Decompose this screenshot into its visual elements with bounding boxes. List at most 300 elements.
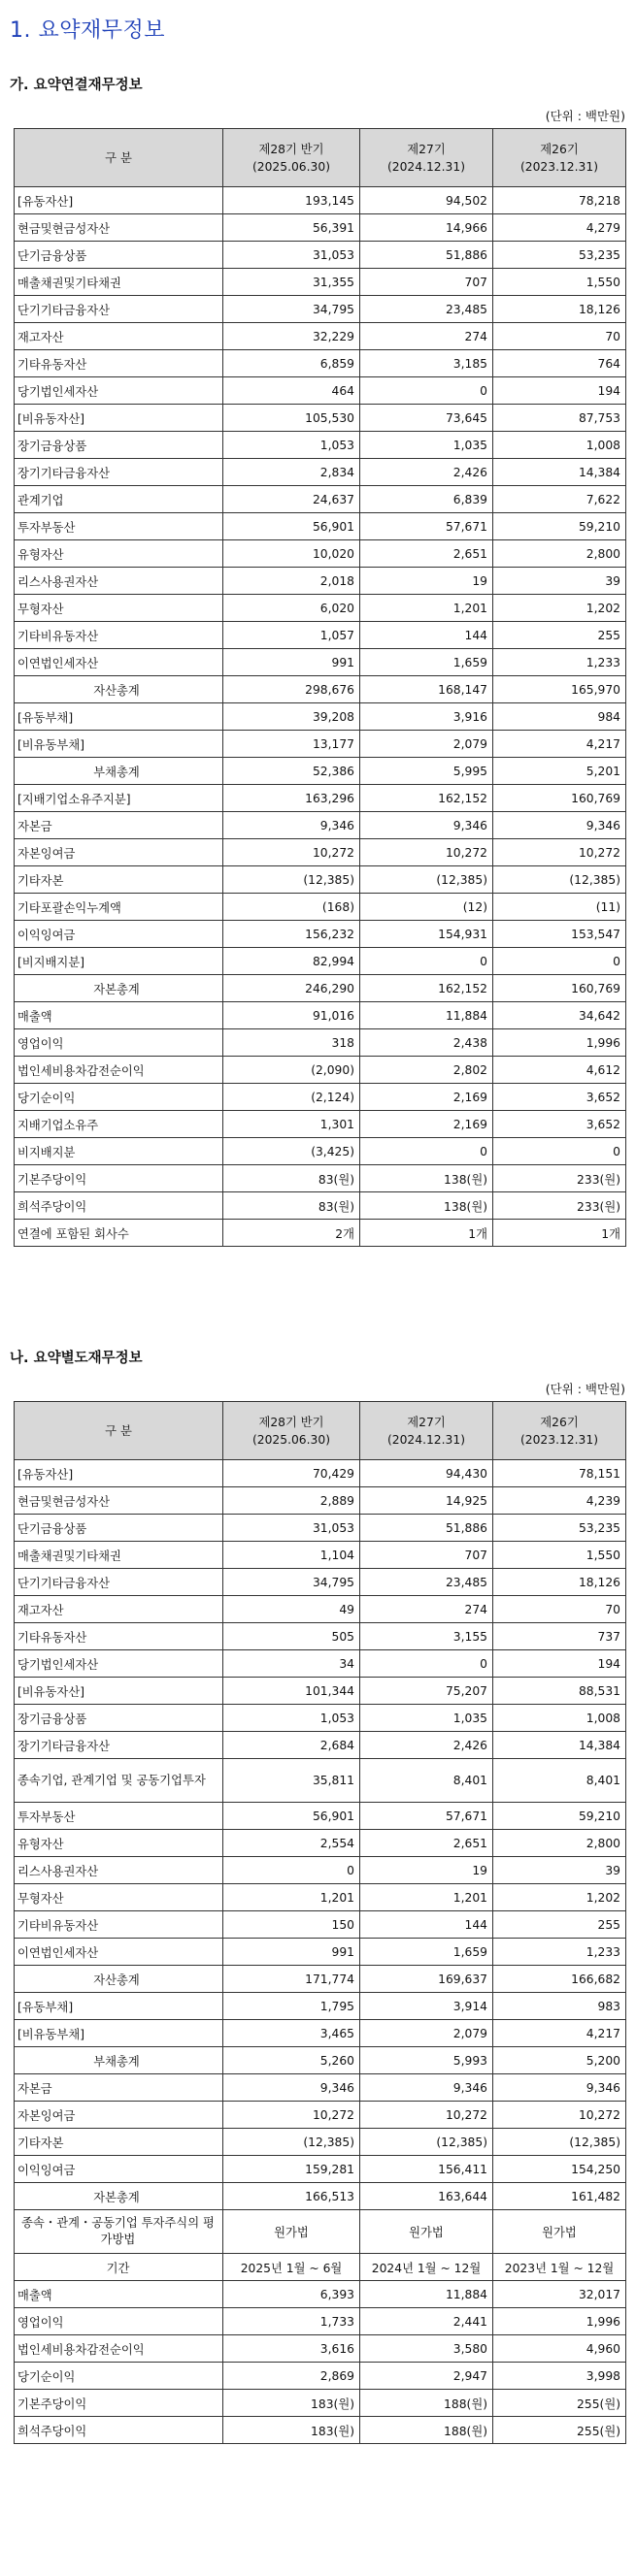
value-period-28: 2,869	[223, 2363, 360, 2390]
value-period-26: 18,126	[493, 1569, 626, 1596]
row-label: [비유동부채]	[15, 2020, 223, 2047]
row-label: [유동부채]	[15, 1993, 223, 2020]
row-label: 자본총계	[15, 975, 223, 1002]
header-period-28	[223, 1402, 360, 1460]
value-period-28: 991	[223, 1939, 360, 1966]
value-period-28: 3,465	[223, 2020, 360, 2047]
value-period-27: 73,645	[360, 405, 493, 432]
value-period-26: 0	[493, 948, 626, 975]
header-period-28-date: (2025.06.30)	[251, 159, 330, 174]
value-period-27: 1,201	[360, 1884, 493, 1911]
value-period-28: (2,124)	[223, 1084, 360, 1111]
value-period-27: 274	[360, 323, 493, 350]
value-period-27: 9,346	[360, 812, 493, 839]
header-period-26	[493, 1402, 626, 1460]
value-period-27: 1,201	[360, 595, 493, 622]
row-label: 관계기업	[15, 486, 223, 513]
value-period-28: 1,301	[223, 1111, 360, 1138]
value-period-27: 14,925	[360, 1487, 493, 1515]
table-row	[15, 839, 626, 866]
value-period-27: 154,931	[360, 921, 493, 948]
table-row	[15, 2074, 626, 2102]
value-period-28: 6,393	[223, 2281, 360, 2308]
value-period-27: 144	[360, 1911, 493, 1939]
header-period-26-date: (2023.12.31)	[519, 159, 598, 174]
value-period-27: 57,671	[360, 513, 493, 540]
row-label: 자산총계	[15, 676, 223, 703]
table-row	[15, 731, 626, 758]
row-label: 이연법인세자산	[15, 649, 223, 676]
value-period-28: 1,201	[223, 1884, 360, 1911]
row-label: 비지배지분	[15, 1138, 223, 1165]
value-period-26: 1,233	[493, 649, 626, 676]
table-row	[15, 323, 626, 350]
value-period-27: 19	[360, 568, 493, 595]
table-row	[15, 1542, 626, 1569]
row-label: 이연법인세자산	[15, 1939, 223, 1966]
value-period-26: 9,346	[493, 812, 626, 839]
header-period-27-date: (2024.12.31)	[386, 159, 465, 174]
table-row	[15, 296, 626, 323]
value-period-27: 156,411	[360, 2156, 493, 2183]
value-period-27: 1개	[360, 1220, 493, 1247]
value-period-27: 3,916	[360, 703, 493, 731]
value-period-26: 161,482	[493, 2183, 626, 2210]
value-period-28: 2,554	[223, 1830, 360, 1857]
header-period-28-date: (2025.06.30)	[251, 1432, 330, 1447]
value-period-26: 7,622	[493, 486, 626, 513]
value-period-27: 2,079	[360, 2020, 493, 2047]
value-period-26: 70	[493, 323, 626, 350]
row-label: 장기기타금융자산	[15, 1732, 223, 1759]
header-period-28	[223, 129, 360, 187]
value-period-27: 2,426	[360, 1732, 493, 1759]
value-period-28: 31,053	[223, 242, 360, 269]
value-period-28: 9,346	[223, 2074, 360, 2102]
value-period-28: 246,290	[223, 975, 360, 1002]
value-period-26: 1,550	[493, 1542, 626, 1569]
value-period-26: 4,279	[493, 214, 626, 242]
value-period-28: 5,260	[223, 2047, 360, 2074]
value-period-27: 169,637	[360, 1966, 493, 1993]
consolidated-table-header	[15, 129, 626, 187]
value-period-27: 8,401	[360, 1759, 493, 1803]
value-period-28: 34,795	[223, 296, 360, 323]
value-period-26: 59,210	[493, 513, 626, 540]
table-row	[15, 214, 626, 242]
value-period-26: 983	[493, 1993, 626, 2020]
row-label: [유동자산]	[15, 1460, 223, 1487]
table-row	[15, 377, 626, 405]
value-period-28: 35,811	[223, 1759, 360, 1803]
table-row	[15, 1623, 626, 1650]
value-period-27: 2,947	[360, 2363, 493, 2390]
value-period-28: 105,530	[223, 405, 360, 432]
row-label: 기간	[15, 2254, 223, 2281]
value-period-28: 39,208	[223, 703, 360, 731]
value-period-28: 183(원)	[223, 2390, 360, 2417]
value-period-26: 1,996	[493, 2308, 626, 2335]
value-period-27: (12,385)	[360, 2129, 493, 2156]
table-row	[15, 1939, 626, 1966]
table-row	[15, 2102, 626, 2129]
table-row	[15, 2335, 626, 2363]
table-row	[15, 405, 626, 432]
table-row	[15, 1084, 626, 1111]
row-label: 단기기타금융자산	[15, 296, 223, 323]
table-row	[15, 1596, 626, 1623]
separate-unit: (단위 : 백만원)	[545, 1382, 625, 1396]
value-period-26: (11)	[493, 894, 626, 921]
value-period-26: 255(원)	[493, 2390, 626, 2417]
row-label: 기타포괄손익누계액	[15, 894, 223, 921]
table-row	[15, 2129, 626, 2156]
table-row	[15, 1220, 626, 1247]
table-row	[15, 1029, 626, 1057]
row-label: 매출액	[15, 1002, 223, 1029]
consolidated-table-body	[15, 187, 626, 1247]
table-row	[15, 2390, 626, 2417]
row-label: 법인세비용차감전순이익	[15, 1057, 223, 1084]
value-period-26: 154,250	[493, 2156, 626, 2183]
table-row	[15, 948, 626, 975]
value-period-28: 56,901	[223, 513, 360, 540]
value-period-28: 464	[223, 377, 360, 405]
row-label: 매출채권및기타채권	[15, 269, 223, 296]
value-period-28: 1,057	[223, 622, 360, 649]
value-period-28: 183(원)	[223, 2417, 360, 2444]
table-row	[15, 1857, 626, 1884]
row-label: [유동부채]	[15, 703, 223, 731]
table-row	[15, 350, 626, 377]
value-period-26: 984	[493, 703, 626, 731]
row-label: 기타자본	[15, 2129, 223, 2156]
value-period-27: 3,580	[360, 2335, 493, 2363]
value-period-28: 991	[223, 649, 360, 676]
value-period-27: 5,993	[360, 2047, 493, 2074]
table-row	[15, 1138, 626, 1165]
value-period-27: 2,169	[360, 1084, 493, 1111]
table-row	[15, 703, 626, 731]
value-period-27: 5,995	[360, 758, 493, 785]
row-label: 부채총계	[15, 2047, 223, 2074]
value-period-26: 14,384	[493, 1732, 626, 1759]
value-period-28: 52,386	[223, 758, 360, 785]
value-period-28: 1,053	[223, 1705, 360, 1732]
value-period-27: 75,207	[360, 1678, 493, 1705]
table-row	[15, 1966, 626, 1993]
table-row	[15, 242, 626, 269]
value-period-28: 163,296	[223, 785, 360, 812]
value-period-26: 255(원)	[493, 2417, 626, 2444]
value-period-27: 9,346	[360, 2074, 493, 2102]
value-period-27: 94,502	[360, 187, 493, 214]
value-period-27: 2,802	[360, 1057, 493, 1084]
value-period-27: 2,169	[360, 1111, 493, 1138]
value-period-26: 255	[493, 622, 626, 649]
value-period-26: 153,547	[493, 921, 626, 948]
value-period-28: 83(원)	[223, 1165, 360, 1192]
row-label: 희석주당이익	[15, 2417, 223, 2444]
separate-table	[14, 1401, 626, 2444]
table-row	[15, 2183, 626, 2210]
row-label: 현금및현금성자산	[15, 1487, 223, 1515]
table-row	[15, 1569, 626, 1596]
value-period-28: 10,272	[223, 2102, 360, 2129]
table-row	[15, 649, 626, 676]
row-label: 연결에 포함된 회사수	[15, 1220, 223, 1247]
value-period-27: 2,426	[360, 459, 493, 486]
value-period-27: 2,438	[360, 1029, 493, 1057]
value-period-27: 162,152	[360, 785, 493, 812]
value-period-27: 3,185	[360, 350, 493, 377]
row-label: 리스사용권자산	[15, 568, 223, 595]
value-period-27: 144	[360, 622, 493, 649]
row-label: 자본잉여금	[15, 839, 223, 866]
value-period-27: 51,886	[360, 1515, 493, 1542]
value-period-27: 94,430	[360, 1460, 493, 1487]
value-period-28: 1,795	[223, 1993, 360, 2020]
value-period-26: 255	[493, 1911, 626, 1939]
value-period-27: 6,839	[360, 486, 493, 513]
row-label: 기타비유동자산	[15, 1911, 223, 1939]
value-period-28: 150	[223, 1911, 360, 1939]
table-row	[15, 1678, 626, 1705]
row-label: 자본금	[15, 2074, 223, 2102]
value-period-28: 166,513	[223, 2183, 360, 2210]
value-period-27: 0	[360, 948, 493, 975]
table-row	[15, 187, 626, 214]
value-period-28: 31,053	[223, 1515, 360, 1542]
value-period-28: 298,676	[223, 676, 360, 703]
value-period-28: 31,355	[223, 269, 360, 296]
table-row	[15, 486, 626, 513]
value-period-28: 83(원)	[223, 1192, 360, 1220]
value-period-28: 56,901	[223, 1803, 360, 1830]
table-row	[15, 1650, 626, 1678]
row-label: 이익잉여금	[15, 2156, 223, 2183]
row-label: 종속기업, 관계기업 및 공동기업투자	[15, 1759, 223, 1803]
table-row	[15, 595, 626, 622]
row-label: 기본주당이익	[15, 2390, 223, 2417]
value-period-26: 1,202	[493, 1884, 626, 1911]
value-period-28: 34	[223, 1650, 360, 1678]
value-period-27: 138(원)	[360, 1165, 493, 1192]
row-label: 종속・관계・공동기업 투자주식의 평가방법	[15, 2210, 223, 2254]
row-label: 기타유동자산	[15, 1623, 223, 1650]
value-period-26: 233(원)	[493, 1192, 626, 1220]
table-row	[15, 540, 626, 568]
value-period-27: 11,884	[360, 2281, 493, 2308]
row-label: 자본잉여금	[15, 2102, 223, 2129]
header-period-28-label: 제28기 반기	[258, 142, 324, 156]
value-period-26: (12,385)	[493, 866, 626, 894]
header-period-28-label: 제28기 반기	[258, 1415, 324, 1429]
value-period-26: 59,210	[493, 1803, 626, 1830]
value-period-28: (12,385)	[223, 2129, 360, 2156]
value-period-28: 70,429	[223, 1460, 360, 1487]
value-period-27: 0	[360, 1138, 493, 1165]
row-label: 당기순이익	[15, 2363, 223, 2390]
row-label: 단기금융상품	[15, 1515, 223, 1542]
value-period-26: (12,385)	[493, 2129, 626, 2156]
value-period-26: 2,800	[493, 1830, 626, 1857]
row-label: [유동자산]	[15, 187, 223, 214]
table-row	[15, 1192, 626, 1220]
value-period-26: 9,346	[493, 2074, 626, 2102]
row-label: [비유동자산]	[15, 1678, 223, 1705]
value-period-27: 19	[360, 1857, 493, 1884]
row-label: 장기금융상품	[15, 432, 223, 459]
value-period-26: 160,769	[493, 785, 626, 812]
value-period-28: 318	[223, 1029, 360, 1057]
value-period-27: 51,886	[360, 242, 493, 269]
table-row	[15, 513, 626, 540]
value-period-27: 1,659	[360, 649, 493, 676]
value-period-26: 233(원)	[493, 1165, 626, 1192]
value-period-27: 138(원)	[360, 1192, 493, 1220]
value-period-28: 원가법	[223, 2210, 360, 2254]
value-period-27: 1,035	[360, 432, 493, 459]
value-period-27: 162,152	[360, 975, 493, 1002]
value-period-26: 1,996	[493, 1029, 626, 1057]
row-label: 현금및현금성자산	[15, 214, 223, 242]
value-period-27: 163,644	[360, 2183, 493, 2210]
row-label: 영업이익	[15, 2308, 223, 2335]
value-period-27: (12,385)	[360, 866, 493, 894]
consolidated-table	[14, 128, 626, 1247]
table-row	[15, 785, 626, 812]
value-period-26: 4,612	[493, 1057, 626, 1084]
separate-heading: 나. 요약별도재무정보	[10, 1351, 143, 1366]
table-row	[15, 1111, 626, 1138]
table-row	[15, 758, 626, 785]
value-period-28: 2,889	[223, 1487, 360, 1515]
value-period-28: 2,018	[223, 568, 360, 595]
value-period-26: 1,202	[493, 595, 626, 622]
value-period-27: 0	[360, 377, 493, 405]
value-period-27: 2,441	[360, 2308, 493, 2335]
value-period-26: 1,008	[493, 432, 626, 459]
value-period-28: 82,994	[223, 948, 360, 975]
value-period-26: 4,239	[493, 1487, 626, 1515]
table-row	[15, 1911, 626, 1939]
value-period-28: (3,425)	[223, 1138, 360, 1165]
value-period-28: 24,637	[223, 486, 360, 513]
value-period-27: 0	[360, 1650, 493, 1678]
value-period-27: 14,966	[360, 214, 493, 242]
row-label: 자산총계	[15, 1966, 223, 1993]
row-label: 부채총계	[15, 758, 223, 785]
value-period-27: 10,272	[360, 839, 493, 866]
table-row	[15, 1732, 626, 1759]
table-row	[15, 1705, 626, 1732]
row-label: 자본금	[15, 812, 223, 839]
header-period-26-label: 제26기	[540, 142, 579, 156]
header-period-27	[360, 1402, 493, 1460]
table-row	[15, 459, 626, 486]
value-period-28: 171,774	[223, 1966, 360, 1993]
value-period-27: 2,651	[360, 540, 493, 568]
table-row	[15, 269, 626, 296]
value-period-28: 1,733	[223, 2308, 360, 2335]
header-period-26-label: 제26기	[540, 1415, 579, 1429]
value-period-26: 194	[493, 1650, 626, 1678]
value-period-26: 3,652	[493, 1084, 626, 1111]
row-label: 매출액	[15, 2281, 223, 2308]
value-period-27: 3,155	[360, 1623, 493, 1650]
value-period-26: 764	[493, 350, 626, 377]
value-period-26: 53,235	[493, 242, 626, 269]
value-period-26: 0	[493, 1138, 626, 1165]
value-period-26: 39	[493, 1857, 626, 1884]
value-period-27: 707	[360, 269, 493, 296]
value-period-28: (168)	[223, 894, 360, 921]
table-row	[15, 2417, 626, 2444]
value-period-28: 0	[223, 1857, 360, 1884]
table-row	[15, 432, 626, 459]
table-row	[15, 1993, 626, 2020]
value-period-28: 13,177	[223, 731, 360, 758]
row-label: 무형자산	[15, 595, 223, 622]
row-label: [비지배지분]	[15, 948, 223, 975]
value-period-26: 3,998	[493, 2363, 626, 2390]
value-period-28: (12,385)	[223, 866, 360, 894]
value-period-27: 원가법	[360, 2210, 493, 2254]
value-period-28: 101,344	[223, 1678, 360, 1705]
value-period-27: 2024년 1월 ~ 12월	[360, 2254, 493, 2281]
value-period-26: 87,753	[493, 405, 626, 432]
page-title: 1. 요약재무정보	[10, 18, 165, 43]
value-period-27: 3,914	[360, 1993, 493, 2020]
value-period-26: 4,217	[493, 731, 626, 758]
table-row	[15, 1165, 626, 1192]
value-period-26: 39	[493, 568, 626, 595]
header-category: 구 분	[15, 129, 223, 187]
value-period-26: 34,642	[493, 1002, 626, 1029]
value-period-26: 737	[493, 1623, 626, 1650]
value-period-28: 9,346	[223, 812, 360, 839]
value-period-27: 1,659	[360, 1939, 493, 1966]
value-period-28: 193,145	[223, 187, 360, 214]
value-period-27: 2,651	[360, 1830, 493, 1857]
table-row	[15, 1759, 626, 1803]
value-period-28: 1,053	[223, 432, 360, 459]
row-label: 투자부동산	[15, 1803, 223, 1830]
value-period-28: 6,859	[223, 350, 360, 377]
row-label: [지배기업소유주지분]	[15, 785, 223, 812]
table-row	[15, 975, 626, 1002]
row-label: 단기금융상품	[15, 242, 223, 269]
table-row	[15, 894, 626, 921]
header-period-26	[493, 129, 626, 187]
value-period-26: 4,960	[493, 2335, 626, 2363]
value-period-28: 159,281	[223, 2156, 360, 2183]
row-label: 법인세비용차감전순이익	[15, 2335, 223, 2363]
value-period-26: 2023년 1월 ~ 12월	[493, 2254, 626, 2281]
table-row	[15, 2156, 626, 2183]
value-period-27: 1,035	[360, 1705, 493, 1732]
table-row	[15, 1884, 626, 1911]
value-period-26: 165,970	[493, 676, 626, 703]
row-label: 기본주당이익	[15, 1165, 223, 1192]
row-label: 영업이익	[15, 1029, 223, 1057]
value-period-26: 14,384	[493, 459, 626, 486]
value-period-26: 2,800	[493, 540, 626, 568]
value-period-26: 166,682	[493, 1966, 626, 1993]
value-period-26: 5,201	[493, 758, 626, 785]
row-label: [비유동자산]	[15, 405, 223, 432]
